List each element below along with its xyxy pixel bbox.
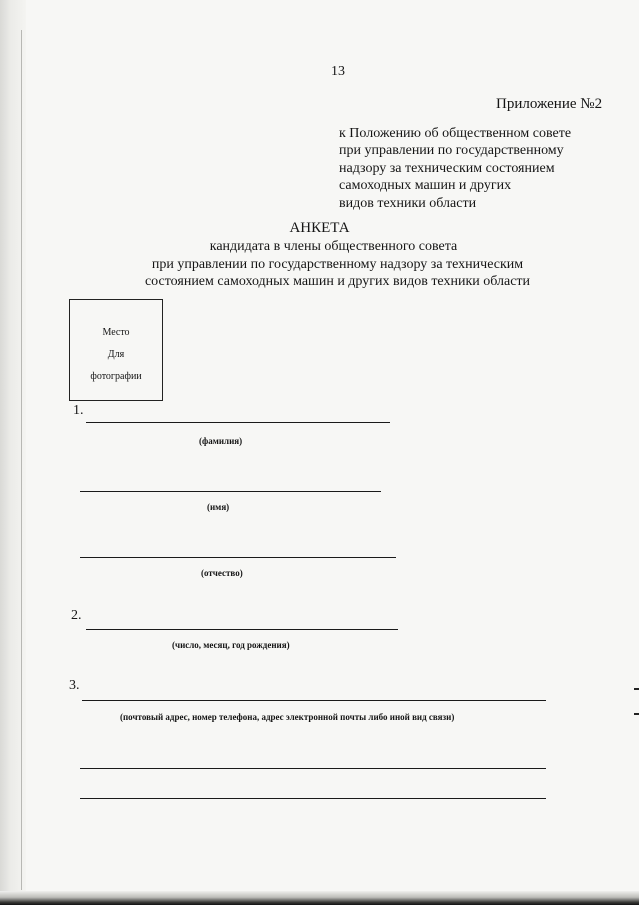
scan-bottom-edge (0, 891, 639, 905)
contact-caption: (почтовый адрес, номер телефона, адрес электронной почты либо иной вид связи) (120, 712, 455, 722)
page-number: 13 (331, 64, 345, 79)
photo-label-line: Для (107, 349, 125, 360)
surname-line[interactable] (86, 422, 390, 423)
photo-label-line: Место (102, 327, 130, 338)
subtitle-line: при управлении по государственному надзору за техническим (151, 256, 524, 272)
surname-caption: (фамилия) (199, 436, 243, 446)
edge-mark (634, 713, 639, 715)
item-1-number: 1. (73, 403, 84, 418)
item-2-number: 2. (71, 608, 82, 623)
name-line[interactable] (80, 491, 381, 492)
reference-line: самоходных машин и других (339, 178, 512, 194)
contact-extra-line[interactable] (80, 768, 546, 769)
scan-left-line (21, 30, 22, 890)
subtitle-line: состоянием самоходных машин и других видов техники области (144, 274, 531, 289)
reference-line: видов техники области (339, 195, 477, 211)
item-3-number: 3. (69, 678, 80, 693)
birthdate-line[interactable] (86, 629, 398, 630)
patronymic-line[interactable] (80, 557, 396, 558)
patronymic-caption: (отчество) (201, 568, 243, 578)
form-subtitle (0, 238, 639, 291)
birthdate-caption: (число, месяц, год рождения) (172, 640, 290, 650)
contact-line[interactable] (82, 700, 546, 701)
appendix-label: Приложение №2 (496, 96, 603, 112)
photo-placeholder (69, 299, 163, 401)
reference-line: надзору за техническим состоянием (339, 160, 555, 176)
name-caption: (имя) (207, 502, 230, 512)
edge-mark (634, 688, 639, 690)
contact-extra-line[interactable] (80, 798, 546, 799)
photo-label-line: фотографии (90, 371, 142, 382)
reference-line: при управлении по государственному (339, 143, 564, 159)
reference-line: к Положению об общественном совете (339, 126, 572, 141)
regulation-reference (339, 125, 571, 212)
form-title: АНКЕТА (289, 220, 350, 236)
subtitle-line: кандидата в члены общественного совета (209, 239, 458, 254)
scan-left-edge (0, 0, 26, 905)
